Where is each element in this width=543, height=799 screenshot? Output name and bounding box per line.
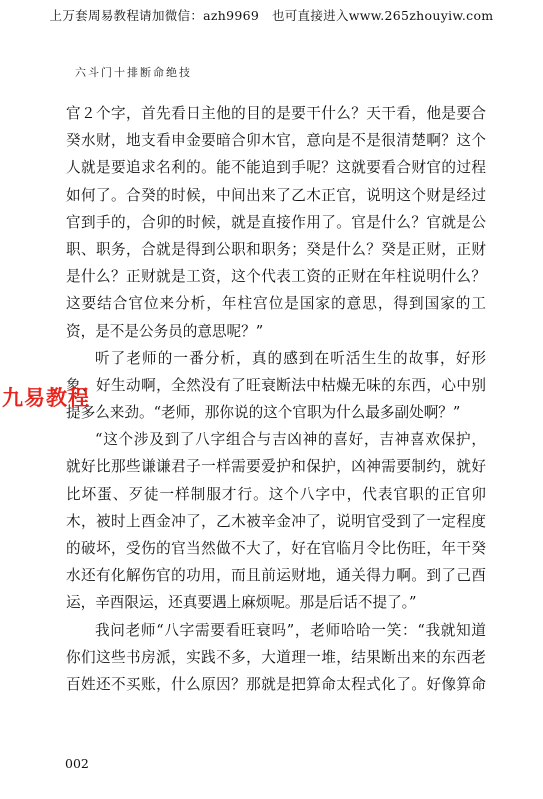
text-line: 运，辛酉限运，还真要遇上麻烦呢。那是后话不提了。” (66, 594, 417, 612)
text-line: 木，被时上酉金冲了，乙木被辛金冲了，说明官受到了一定程度 (66, 512, 486, 530)
text-line: 象、好生动啊，全然没有了旺衰断法中枯燥无味的东西，心中别 (66, 376, 486, 394)
body-text (66, 100, 486, 698)
text-line: 官到手的，合卯的时候，就是直接作用了。官是什么？官就是公 (66, 213, 486, 231)
text-line: 听了老师的一番分析，真的感到在听活生生的故事，好形 (95, 349, 486, 367)
text-line: 的破坏，受伤的官当然做不大了，好在官临月令比伤旺，年干癸 (66, 540, 486, 557)
text-line: 人就是要追求名利的。能不能追到手呢？这就要看合财官的过程 (66, 159, 486, 177)
text-line: 这要结合官位来分析，年柱宫位是国家的意思，得到国家的工 (66, 295, 486, 313)
text-line: 提多么来劲。“老师，那你说的这个官职为什么最多副处啊？” (66, 404, 461, 422)
text-line: 职、职务，合就是得到公职和职务；癸是什么？癸是正财，正财 (66, 240, 486, 258)
text-line: 就好比那些谦谦君子一样需要爱护和保护，凶神需要制约，就好 (66, 458, 486, 476)
header-banner: 上万套周易教程请加微信：azh9969 也可直接进入www.265zhouyiw.com (49, 8, 494, 23)
text-line: 比坏蛋、歹徒一样制服才行。这个八字中，代表官职的正官卯 (66, 485, 486, 503)
text-line: 癸水财，地支看申金要暗合卯木官，意向是不是很清楚啊？这个 (66, 132, 486, 150)
text-line: 官２个字，首先看日主他的目的是要干什么？天干看，他是要合 (66, 105, 486, 122)
text-line: 如何了。合癸的时候，中间出来了乙木正官，说明这个财是经过 (66, 186, 486, 204)
running-title: 六斗门十排断命绝技 (75, 66, 192, 79)
watermark-logo: 九易教程 (2, 386, 90, 410)
text-line: “这个涉及到了八字组合与吉凶神的喜好，吉神喜欢保护， (95, 431, 486, 449)
text-line: 我问老师“八字需要看旺衰吗”，老师哈哈一笑：“我就知道 (95, 621, 486, 639)
text-line: 你们这些书房派，实践不多，大道理一堆，结果断出来的东西老 (66, 648, 486, 666)
text-line: 百姓还不买账，什么原因？那就是把算命太程式化了。好像算命 (66, 675, 486, 693)
page-number: 002 (65, 756, 89, 771)
text-line: 是什么？正财就是工资，这个代表工资的正财在年柱说明什么？ (66, 268, 486, 286)
text-line: 资，是不是公务员的意思呢？” (66, 322, 264, 340)
text-line: 水还有化解伤官的功用，而且前运财地，通关得力啊。到了己酉 (66, 567, 486, 585)
